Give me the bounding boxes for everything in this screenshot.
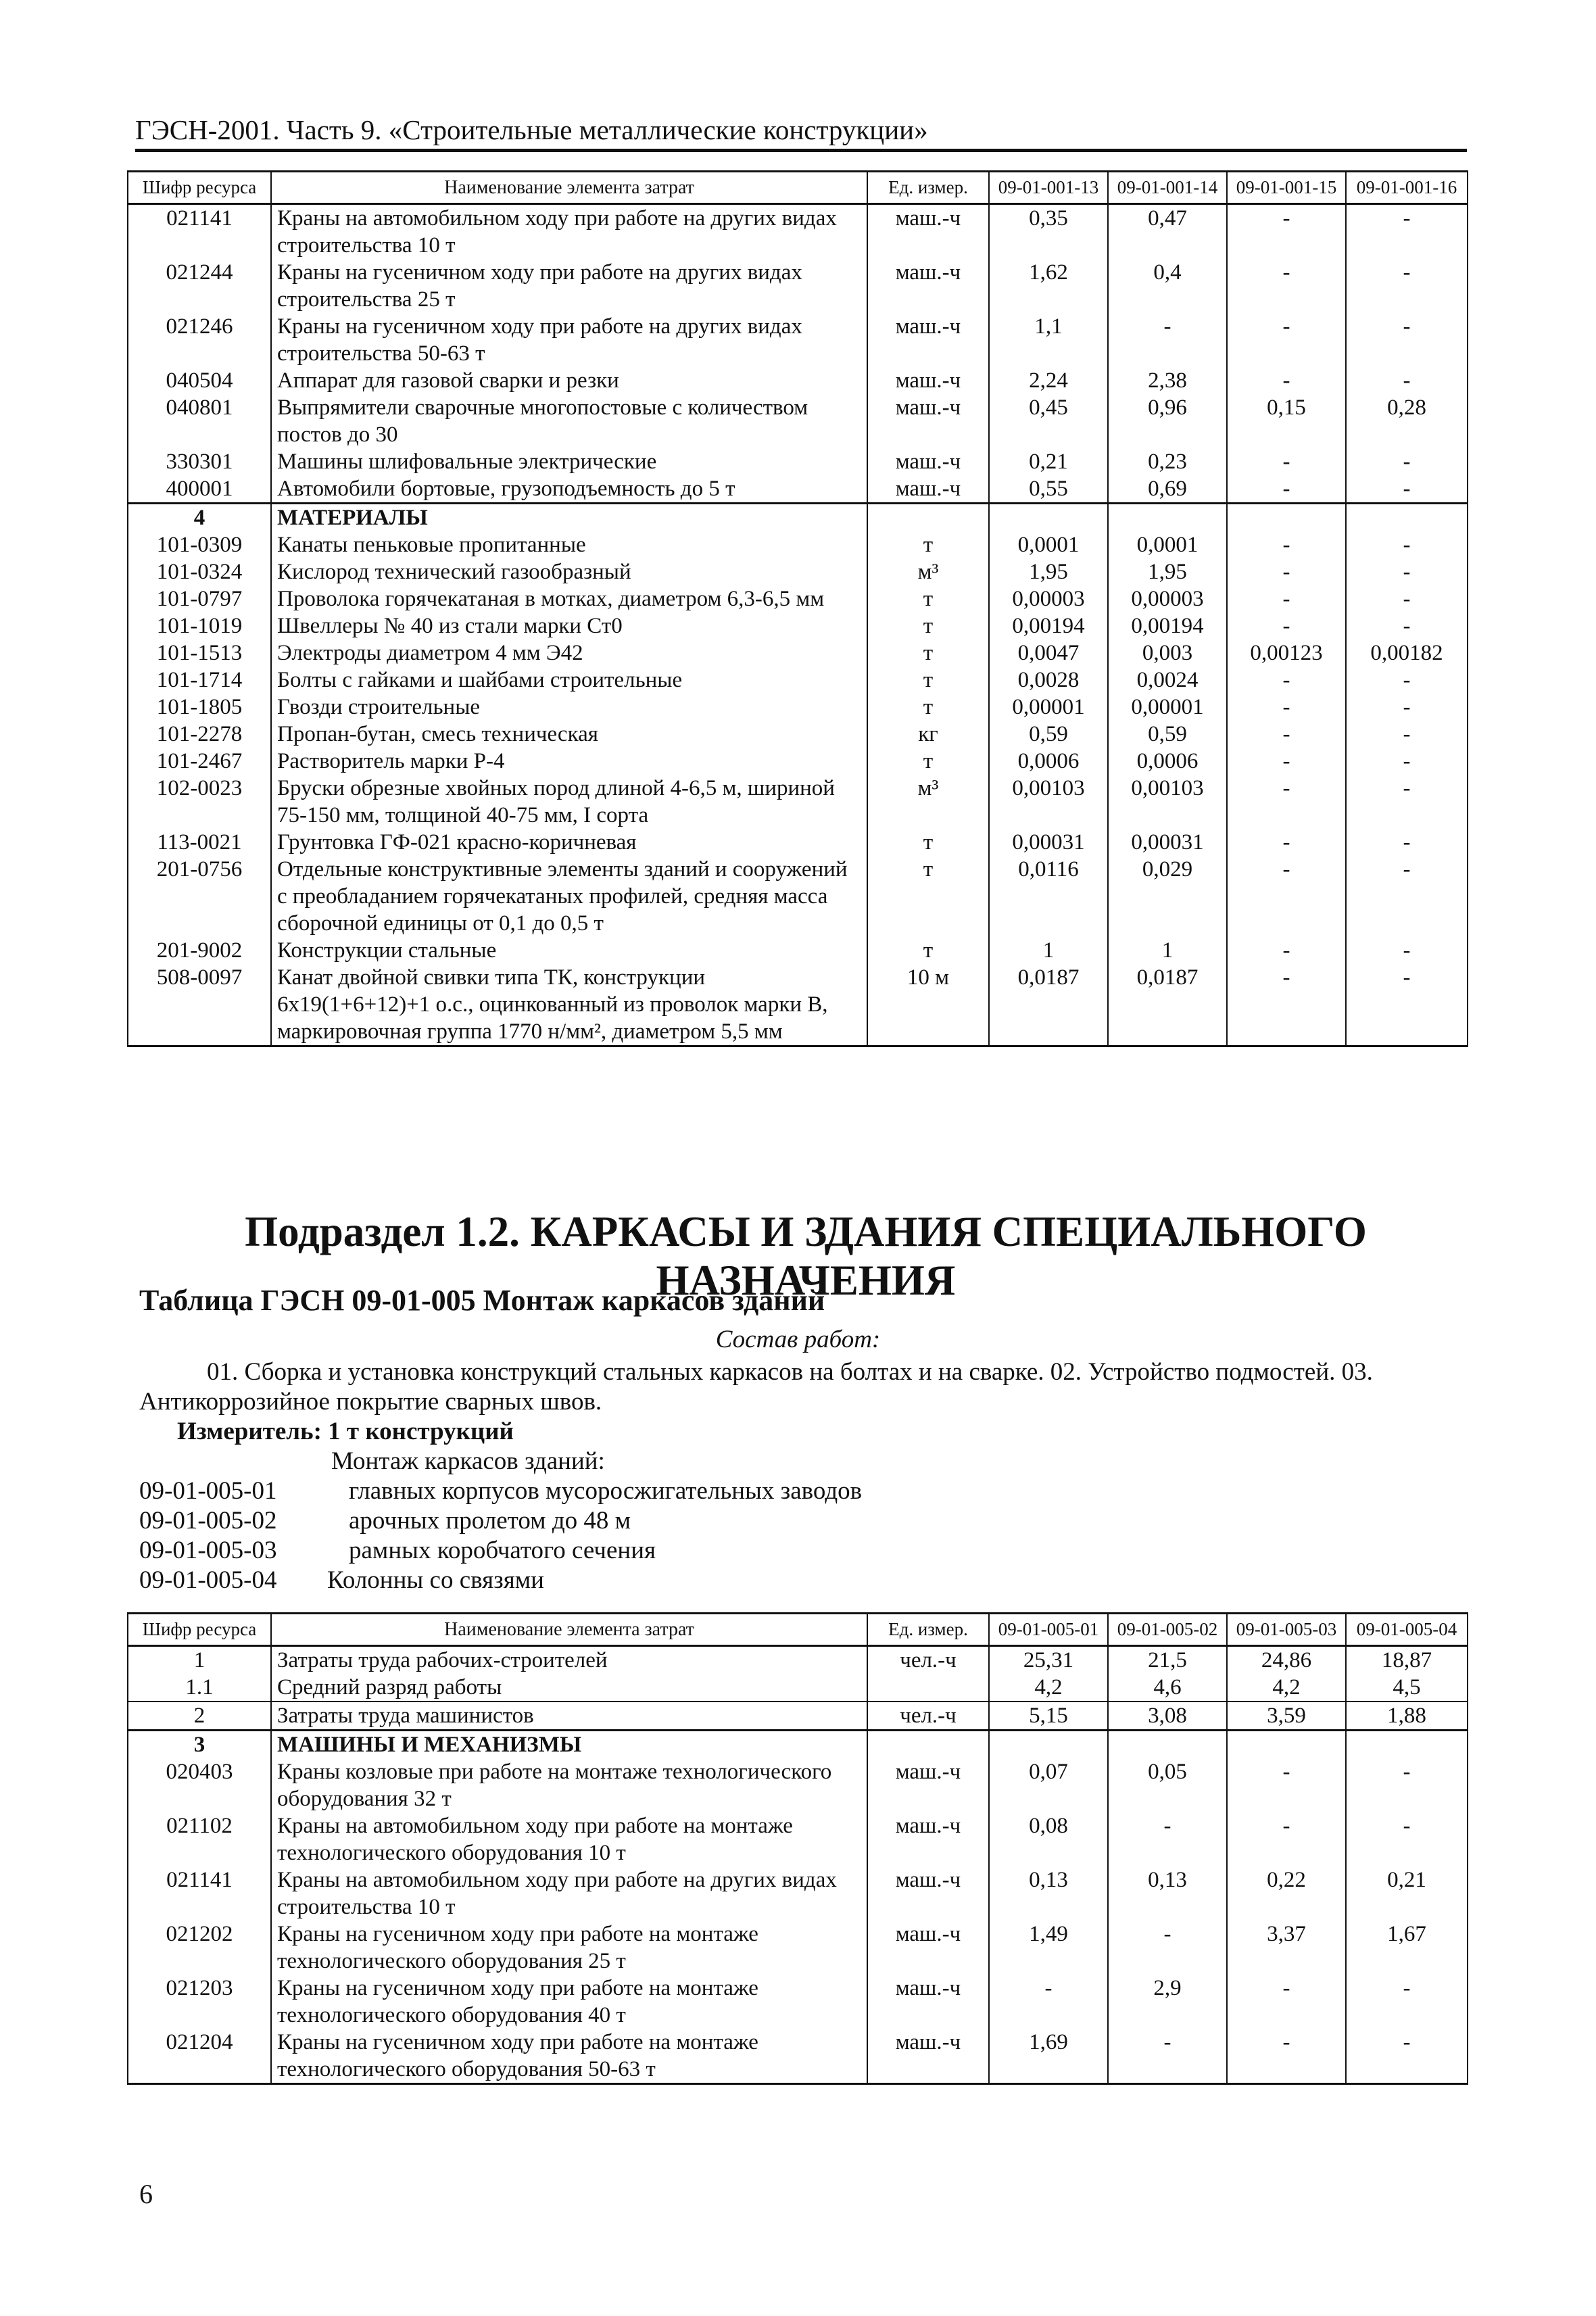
row-value: 5,15	[989, 1702, 1108, 1731]
row-value: 0,0001	[1108, 531, 1227, 558]
row-code: 101-2278	[128, 721, 271, 748]
row-name: Выпрямители сварочные многопостовые с количеством постов до 30	[271, 394, 867, 448]
row-value: 0,00182	[1346, 640, 1468, 667]
row-value: -	[989, 1975, 1108, 2029]
row-name: Канаты пеньковые пропитанные	[271, 531, 867, 558]
header-col-1: 09-01-005-01	[989, 1614, 1108, 1646]
row-code: 040801	[128, 394, 271, 448]
row-value: -	[1227, 558, 1346, 585]
row-value: 0,00031	[1108, 829, 1227, 856]
header-col-3: 09-01-005-03	[1227, 1614, 1346, 1646]
row-value: -	[1346, 1975, 1468, 2029]
row-value: 1,1	[989, 313, 1108, 367]
row-unit: т	[867, 585, 989, 612]
row-value: -	[1227, 856, 1346, 937]
row-value: 0,35	[989, 204, 1108, 260]
row-code: 021246	[128, 313, 271, 367]
row-name: Краны козловые при работе на монтаже технологического оборудования 32 т	[271, 1758, 867, 1812]
section-title: МАШИНЫ И МЕХАНИЗМЫ	[271, 1731, 867, 1759]
row-unit: маш.-ч	[867, 1758, 989, 1812]
row-unit: маш.-ч	[867, 367, 989, 394]
machines-rows	[128, 204, 1468, 504]
section-row	[128, 504, 1468, 532]
row-code: 021204	[128, 2029, 271, 2084]
row-value: -	[1346, 558, 1468, 585]
row-name: Кислород технический газообразный	[271, 558, 867, 585]
row-name: Краны на гусеничном ходу при работе на монтаже технологического оборудования 25 т	[271, 1921, 867, 1975]
table-row	[128, 612, 1468, 640]
header-col-2: 09-01-001-14	[1108, 172, 1227, 204]
row-value: -	[1346, 259, 1468, 313]
item-text: главных корпусов мусоросжигательных заводов	[349, 1477, 863, 1505]
row-code: 021141	[128, 1866, 271, 1921]
row-value: -	[1227, 531, 1346, 558]
row-unit: т	[867, 937, 989, 964]
row-name: Швеллеры № 40 из стали марки Ст0	[271, 612, 867, 640]
row-value: 0,4	[1108, 259, 1227, 313]
section-code: 3	[128, 1731, 271, 1759]
row-name: Краны на гусеничном ходу при работе на других видах строительства 25 т	[271, 259, 867, 313]
row-value: -	[1227, 585, 1346, 612]
row-unit: маш.-ч	[867, 1866, 989, 1921]
row-code: 040504	[128, 367, 271, 394]
row-code: 020403	[128, 1758, 271, 1812]
meter-label: Измеритель:	[177, 1418, 322, 1445]
row-value: -	[1108, 1921, 1227, 1975]
table-row	[128, 694, 1468, 721]
row-value: 0,08	[989, 1812, 1108, 1866]
row-value: 0,0047	[989, 640, 1108, 667]
row-name: Конструкции стальные	[271, 937, 867, 964]
item-text: Колонны со связями	[327, 1566, 544, 1594]
row-unit: т	[867, 612, 989, 640]
row-unit: т	[867, 531, 989, 558]
header-name: Наименование элемента затрат	[271, 172, 867, 204]
row-value: 0,00001	[989, 694, 1108, 721]
row-value: -	[1227, 1758, 1346, 1812]
row-name: Краны на гусеничном ходу при работе на других видах строительства 50-63 т	[271, 313, 867, 367]
row-code: 101-0324	[128, 558, 271, 585]
row-unit: т	[867, 640, 989, 667]
row-unit: чел.-ч	[867, 1646, 989, 1674]
row-value: 0,21	[989, 448, 1108, 475]
table-row	[128, 856, 1468, 937]
table-row	[128, 1646, 1468, 1674]
row-name: Краны на автомобильном ходу при работе на других видах строительства 10 т	[271, 1866, 867, 1921]
row-code: 330301	[128, 448, 271, 475]
header-col-3: 09-01-001-15	[1227, 172, 1346, 204]
row-value: 3,59	[1227, 1702, 1346, 1731]
row-value: 0,0024	[1108, 667, 1227, 694]
row-code: 508-0097	[128, 964, 271, 1046]
section-code: 4	[128, 504, 271, 532]
row-value: -	[1346, 1758, 1468, 1812]
row-unit: кг	[867, 721, 989, 748]
row-unit: маш.-ч	[867, 475, 989, 504]
item-code: 09-01-005-03	[139, 1537, 277, 1564]
row-code: 101-0797	[128, 585, 271, 612]
header-col-4: 09-01-001-16	[1346, 172, 1468, 204]
resource-table-09-01-001	[127, 170, 1468, 1047]
row-value: 4,5	[1346, 1674, 1468, 1702]
row-value: -	[1346, 448, 1468, 475]
row-value: -	[1227, 612, 1346, 640]
header-col-1: 09-01-001-13	[989, 172, 1108, 204]
header-col-2: 09-01-005-02	[1108, 1614, 1227, 1646]
row-value: 0,13	[989, 1866, 1108, 1921]
row-value: 0,59	[989, 721, 1108, 748]
row-value: 0,23	[1108, 448, 1227, 475]
row-unit: м³	[867, 558, 989, 585]
header-unit: Ед. измер.	[867, 1614, 989, 1646]
row-code: 201-9002	[128, 937, 271, 964]
table-title: Таблица ГЭСН 09-01-005 Монтаж каркасов зданий	[139, 1284, 825, 1317]
row-value: -	[1227, 775, 1346, 829]
row-value: -	[1346, 667, 1468, 694]
list-item	[139, 1506, 1356, 1536]
row-value: 0,00031	[989, 829, 1108, 856]
machines-rows	[128, 1758, 1468, 2084]
row-value: 1,88	[1346, 1702, 1468, 1731]
row-value: -	[1346, 367, 1468, 394]
row-name: Проволока горячекатаная в мотках, диаметром 6,3-6,5 мм	[271, 585, 867, 612]
table-row	[128, 775, 1468, 829]
row-value: -	[1346, 964, 1468, 1046]
row-code: 201-0756	[128, 856, 271, 937]
row-value: 0,00003	[989, 585, 1108, 612]
row-value: -	[1346, 585, 1468, 612]
row-name: Средний разряд работы	[271, 1674, 867, 1702]
row-unit: т	[867, 829, 989, 856]
row-name: Канат двойной свивки типа ТК, конструкции 6х19(1+6+12)+1 о.с., оцинкованный из проволок марки В, маркировочная группа 1770 н/мм², диаметром 5,5 мм	[271, 964, 867, 1046]
row-code: 1.1	[128, 1674, 271, 1702]
row-unit: т	[867, 667, 989, 694]
subsection-title: Подраздел 1.2. КАРКАСЫ И ЗДАНИЯ СПЕЦИАЛЬНОГО НАЗНАЧЕНИЯ	[245, 1208, 1367, 1304]
row-value: -	[1346, 204, 1468, 260]
row-value: 1,62	[989, 259, 1108, 313]
row-value: -	[1227, 721, 1346, 748]
table-row	[128, 367, 1468, 394]
row-unit: маш.-ч	[867, 394, 989, 448]
materials-section	[128, 504, 1468, 532]
row-value: -	[1346, 2029, 1468, 2084]
header-unit: Ед. измер.	[867, 172, 989, 204]
table-row	[128, 313, 1468, 367]
row-value: -	[1346, 1812, 1468, 1866]
row-name: Аппарат для газовой сварки и резки	[271, 367, 867, 394]
row-value: 0,0116	[989, 856, 1108, 937]
row-code: 113-0021	[128, 829, 271, 856]
row-name: Автомобили бортовые, грузоподъемность до 5 т	[271, 475, 867, 504]
meter-value: 1 т конструкций	[328, 1418, 514, 1445]
table-row	[128, 1674, 1468, 1702]
row-code: 021244	[128, 259, 271, 313]
row-value: -	[1227, 694, 1346, 721]
table-row	[128, 937, 1468, 964]
row-unit: маш.-ч	[867, 1812, 989, 1866]
row-value: 0,0006	[1108, 748, 1227, 775]
row-value: -	[1346, 829, 1468, 856]
row-code: 101-2467	[128, 748, 271, 775]
row-code: 102-0023	[128, 775, 271, 829]
row-value: -	[1346, 775, 1468, 829]
row-value: -	[1227, 667, 1346, 694]
row-name: Бруски обрезные хвойных пород длиной 4-6,5 м, шириной 75-150 мм, толщиной 40-75 мм, I сорта	[271, 775, 867, 829]
row-value: -	[1227, 829, 1346, 856]
row-value: 0,0187	[989, 964, 1108, 1046]
row-name: Затраты труда рабочих-строителей	[271, 1646, 867, 1674]
row-name: Пропан-бутан, смесь техническая	[271, 721, 867, 748]
row-value: 1,95	[1108, 558, 1227, 585]
row-value: -	[1227, 964, 1346, 1046]
row-value: 1	[989, 937, 1108, 964]
row-value: 21,5	[1108, 1646, 1227, 1674]
row-value: -	[1227, 204, 1346, 260]
row-code: 101-1513	[128, 640, 271, 667]
row-value: 0,0001	[989, 531, 1108, 558]
row-name: Болты с гайками и шайбами строительные	[271, 667, 867, 694]
row-code: 101-0309	[128, 531, 271, 558]
row-code: 021202	[128, 1921, 271, 1975]
row-code: 1	[128, 1646, 271, 1674]
table-row	[128, 1921, 1468, 1975]
row-code: 400001	[128, 475, 271, 504]
row-value: 0,21	[1346, 1866, 1468, 1921]
row-value: -	[1346, 937, 1468, 964]
row-value: -	[1108, 313, 1227, 367]
row-value: 0,0187	[1108, 964, 1227, 1046]
table-row	[128, 1866, 1468, 1921]
row-value: -	[1346, 856, 1468, 937]
row-value: 4,6	[1108, 1674, 1227, 1702]
row-value: 0,0006	[989, 748, 1108, 775]
row-code: 101-1019	[128, 612, 271, 640]
row-value: 0,45	[989, 394, 1108, 448]
table-row	[128, 964, 1468, 1046]
row-value: 0,69	[1108, 475, 1227, 504]
row-name: Грунтовка ГФ-021 красно-коричневая	[271, 829, 867, 856]
row-name: Растворитель марки Р-4	[271, 748, 867, 775]
work-composition-text: 01. Сборка и установка конструкций стальных каркасов на болтах и на сварке. 02. Устройство подмостей. 03. Антикоррозийное покрытие сварных швов.	[139, 1358, 1373, 1416]
row-value: -	[1227, 448, 1346, 475]
table-row	[128, 475, 1468, 504]
row-value: 0,15	[1227, 394, 1346, 448]
table-row	[128, 667, 1468, 694]
item-code: 09-01-005-01	[139, 1477, 277, 1505]
item-text: рамных коробчатого сечения	[349, 1537, 656, 1564]
table-row	[128, 1812, 1468, 1866]
row-unit: 10 м	[867, 964, 989, 1046]
row-unit: маш.-ч	[867, 313, 989, 367]
items-list	[139, 1476, 1356, 1595]
row-unit	[867, 1674, 989, 1702]
item-text: арочных пролетом до 48 м	[349, 1507, 631, 1535]
row-value: -	[1227, 1975, 1346, 2029]
row-value: -	[1227, 475, 1346, 504]
row-code: 101-1805	[128, 694, 271, 721]
row-unit: т	[867, 748, 989, 775]
row-unit: м³	[867, 775, 989, 829]
row-value: -	[1227, 259, 1346, 313]
row-value: 0,13	[1108, 1866, 1227, 1921]
row-value: 4,2	[989, 1674, 1108, 1702]
row-value: 0,003	[1108, 640, 1227, 667]
table-row	[128, 829, 1468, 856]
row-value: 0,05	[1108, 1758, 1227, 1812]
row-value: -	[1227, 748, 1346, 775]
row-name: Краны на гусеничном ходу при работе на монтаже технологического оборудования 40 т	[271, 1975, 867, 2029]
table-header-row	[128, 172, 1468, 204]
table-row	[128, 204, 1468, 260]
row-code: 2	[128, 1702, 271, 1731]
row-name: Машины шлифовальные электрические	[271, 448, 867, 475]
row-value: 1	[1108, 937, 1227, 964]
row-value: 25,31	[989, 1646, 1108, 1674]
row-name: Отдельные конструктивные элементы зданий и сооружений с преобладанием горячекатаных профилей, средняя масса сборочной единицы от 0,1 до 0,5 т	[271, 856, 867, 937]
row-value: -	[1227, 367, 1346, 394]
row-value: -	[1346, 475, 1468, 504]
row-value: 3,08	[1108, 1702, 1227, 1731]
row-unit: маш.-ч	[867, 259, 989, 313]
row-unit: чел.-ч	[867, 1702, 989, 1731]
row-name: Гвозди строительные	[271, 694, 867, 721]
table-row	[128, 259, 1468, 313]
row-value: 0,28	[1346, 394, 1468, 448]
row-value: 2,24	[989, 367, 1108, 394]
row-value: 1,95	[989, 558, 1108, 585]
row-value: -	[1108, 1812, 1227, 1866]
row-value: -	[1108, 2029, 1227, 2084]
row-value: 4,2	[1227, 1674, 1346, 1702]
table-row	[128, 748, 1468, 775]
row-value: 1,67	[1346, 1921, 1468, 1975]
row-value: 1,69	[989, 2029, 1108, 2084]
row-value: -	[1227, 313, 1346, 367]
row-name: Краны на автомобильном ходу при работе на монтаже технологического оборудования 10 т	[271, 1812, 867, 1866]
row-value: -	[1227, 1812, 1346, 1866]
row-value: 2,9	[1108, 1975, 1227, 2029]
row-unit: маш.-ч	[867, 2029, 989, 2084]
row-value: 1,49	[989, 1921, 1108, 1975]
row-value: 0,22	[1227, 1866, 1346, 1921]
row-value: 0,00194	[1108, 612, 1227, 640]
section-row	[128, 1731, 1468, 1759]
table-row	[128, 640, 1468, 667]
row-name: Затраты труда машинистов	[271, 1702, 867, 1731]
row-code: 021203	[128, 1975, 271, 2029]
row-value: -	[1227, 937, 1346, 964]
row-unit: т	[867, 694, 989, 721]
row-value: 0,59	[1108, 721, 1227, 748]
row-value: 0,029	[1108, 856, 1227, 937]
header-name: Наименование элемента затрат	[271, 1614, 867, 1646]
row-value: -	[1346, 694, 1468, 721]
table-row	[128, 721, 1468, 748]
row-value: -	[1346, 748, 1468, 775]
items-caption: Монтаж каркасов зданий:	[331, 1447, 605, 1475]
row-unit: маш.-ч	[867, 204, 989, 260]
item-code: 09-01-005-04	[139, 1566, 277, 1594]
row-value: -	[1346, 612, 1468, 640]
row-value: 0,00001	[1108, 694, 1227, 721]
row-unit: маш.-ч	[867, 1921, 989, 1975]
machines-section	[128, 1731, 1468, 1759]
row-value: 0,00194	[989, 612, 1108, 640]
row-value: 2,38	[1108, 367, 1227, 394]
row-value: 24,86	[1227, 1646, 1346, 1674]
materials-rows	[128, 531, 1468, 1046]
row-code: 021141	[128, 204, 271, 260]
table-row	[128, 1758, 1468, 1812]
row-value: -	[1227, 2029, 1346, 2084]
row-value: 0,55	[989, 475, 1108, 504]
list-item	[139, 1536, 1356, 1566]
row-value: 0,00103	[989, 775, 1108, 829]
resource-table-09-01-005	[127, 1612, 1468, 2085]
list-item	[139, 1566, 1356, 1595]
row-value: 18,87	[1346, 1646, 1468, 1674]
header-code: Шифр ресурса	[128, 1614, 271, 1646]
row-unit: маш.-ч	[867, 448, 989, 475]
header-code: Шифр ресурса	[128, 172, 271, 204]
row-name: Краны на автомобильном ходу при работе на других видах строительства 10 т	[271, 204, 867, 260]
table-row	[128, 2029, 1468, 2084]
row-value: 0,00003	[1108, 585, 1227, 612]
labor-rows	[128, 1646, 1468, 1731]
table-row	[128, 1702, 1468, 1731]
row-value: -	[1346, 313, 1468, 367]
row-unit: маш.-ч	[867, 1975, 989, 2029]
table-row	[128, 531, 1468, 558]
row-code: 021102	[128, 1812, 271, 1866]
row-unit: т	[867, 856, 989, 937]
meter	[177, 1417, 514, 1447]
item-code: 09-01-005-02	[139, 1507, 277, 1535]
table-row	[128, 448, 1468, 475]
table-row	[128, 558, 1468, 585]
row-value: 0,0028	[989, 667, 1108, 694]
header-col-4: 09-01-005-04	[1346, 1614, 1468, 1646]
row-value: 0,07	[989, 1758, 1108, 1812]
running-header: ГЭСН-2001. Часть 9. «Строительные металлические конструкции»	[135, 114, 1467, 152]
row-value: 0,47	[1108, 204, 1227, 260]
table-row	[128, 1975, 1468, 2029]
page-number: 6	[139, 2179, 153, 2209]
row-code: 101-1714	[128, 667, 271, 694]
table-row	[128, 585, 1468, 612]
row-value: 0,00103	[1108, 775, 1227, 829]
row-value: 0,00123	[1227, 640, 1346, 667]
row-name: Краны на гусеничном ходу при работе на монтаже технологического оборудования 50-63 т	[271, 2029, 867, 2084]
row-name: Электроды диаметром 4 мм Э42	[271, 640, 867, 667]
work-composition-heading: Состав работ:	[715, 1326, 881, 1353]
section-title: МАТЕРИАЛЫ	[271, 504, 867, 532]
table-header-row	[128, 1614, 1468, 1646]
row-value: 3,37	[1227, 1921, 1346, 1975]
table-row	[128, 394, 1468, 448]
row-value: 0,96	[1108, 394, 1227, 448]
row-value: -	[1346, 531, 1468, 558]
row-value: -	[1346, 721, 1468, 748]
list-item	[139, 1476, 1356, 1506]
